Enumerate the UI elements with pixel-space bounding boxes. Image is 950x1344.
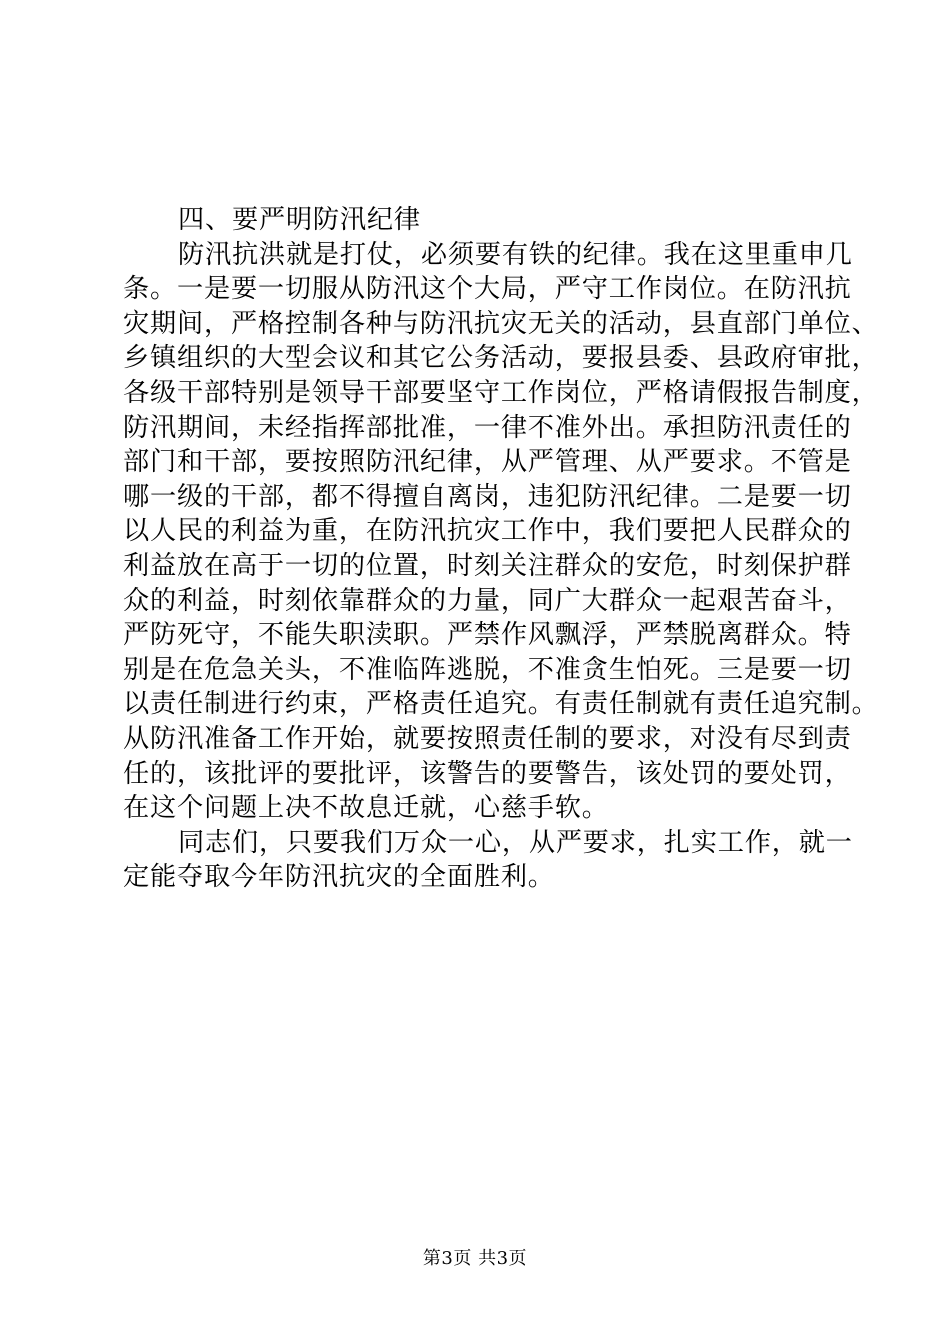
paragraph-line: 防汛抗洪就是打仗，必须要有铁的纪律。我在这里重申几 [178,239,853,270]
paragraph-line: 任的，该批评的要批评，该警告的要警告，该处罚的要处罚， [123,758,852,789]
paragraph-line: 同志们，只要我们万众一心，从严要求，扎实工作，就一 [178,827,853,858]
paragraph-line: 定能夺取今年防汛抗灾的全面胜利。 [123,862,555,893]
paragraph-line: 以人民的利益为重，在防汛抗灾工作中，我们要把人民群众的 [123,516,852,547]
paragraph-line: 严防死守，不能失职渎职。严禁作风飘浮，严禁脱离群众。特 [123,620,852,651]
paragraph-line: 利益放在高于一切的位置，时刻关注群众的安危，时刻保护群 [123,550,852,581]
paragraph-line: 部门和干部，要按照防汛纪律，从严管理、从严要求。不管是 [123,447,852,478]
paragraph-line: 哪一级的干部，都不得擅自离岗，违犯防汛纪律。二是要一切 [123,481,852,512]
section-heading: 四、要严明防汛纪律 [178,205,421,235]
paragraph-line: 以责任制进行约束，严格责任追究。有责任制就有责任追究制。 [123,689,879,720]
paragraph-line: 防汛期间，未经指挥部批准，一律不准外出。承担防汛责任的 [123,412,852,443]
paragraph-line: 条。一是要一切服从防汛这个大局，严守工作岗位。在防汛抗 [123,274,852,305]
paragraph-line: 在这个问题上决不故息迁就，心慈手软。 [123,793,609,824]
paragraph-line: 从防汛准备工作开始，就要按照责任制的要求，对没有尽到责 [123,723,852,754]
paragraph-line: 灾期间，严格控制各种与防汛抗灾无关的活动，县直部门单位、 [123,308,879,339]
paragraph-line: 众的利益，时刻依靠群众的力量，同广大群众一起艰苦奋斗， [123,585,852,616]
page-number-footer: 第3页 共3页 [422,1248,528,1269]
document-body [123,203,879,895]
paragraph-line: 别是在危急关头，不准临阵逃脱，不准贪生怕死。三是要一切 [123,654,852,685]
paragraph-line: 各级干部特别是领导干部要坚守工作岗位，严格请假报告制度， [123,377,879,408]
paragraph-line: 乡镇组织的大型会议和其它公务活动，要报县委、县政府审批， [123,343,879,374]
